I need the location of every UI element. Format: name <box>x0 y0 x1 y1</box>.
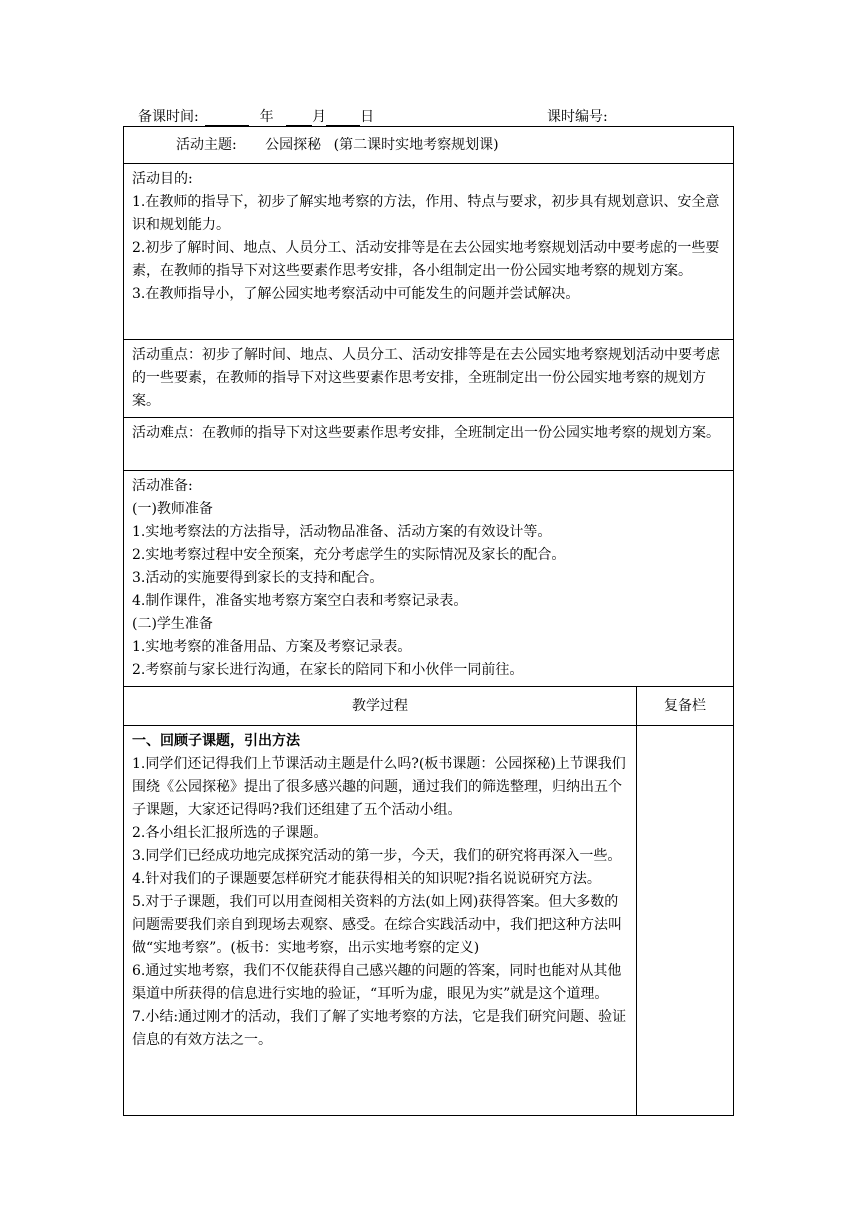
student-prep-item: 1.实地考察的准备用品、方案及考察记录表。 <box>132 639 412 655</box>
objectives-heading: 活动目的: <box>132 171 193 187</box>
process-item: 6.通过实地考察，我们不仅能获得自己感兴趣的问题的答案，同时也能对从其他渠道中所获得的信息进行实地的验证，“耳听为虚，眼见为实”就是这个道理。 <box>132 963 622 1002</box>
year-label: 年 <box>259 109 274 125</box>
preparation-heading: 活动准备: <box>132 478 193 494</box>
process-item: 2.各小组长汇报所选的子课题。 <box>132 825 328 841</box>
prep-time-label: 备课时间: <box>138 109 199 125</box>
process-item: 7.小结:通过刚才的活动，我们了解了实地考察的方法，它是我们研究问题、验证信息的有效方法之一。 <box>132 1009 627 1048</box>
theme-row <box>124 127 734 164</box>
theme-title: 公园探秘 <box>265 136 322 153</box>
theme-subtitle: (第二课时实地考察规划课) <box>333 136 499 153</box>
process-column-title: 教学过程 <box>124 687 637 726</box>
day-label: 日 <box>360 109 375 125</box>
process-item: 5.对于子课题，我们可以用查阅相关资料的方法(如上网)获得答案。但大多数的问题需要我们亲自到现场去观察、感受。在综合实践活动中，我们把这种方法叫做“实地考察”。(板书：实地考察，出示实地考察的定义) <box>132 894 622 956</box>
review-column-title: 复备栏 <box>637 687 734 726</box>
teacher-prep-item: 2.实地考察过程中安全预案，充分考虑学生的实际情况及家长的配合。 <box>132 547 566 563</box>
objective-item: 3.在教师指导小，了解公园实地考察活动中可能发生的问题并尝试解决。 <box>132 286 580 302</box>
objective-item: 1.在教师的指导下，初步了解实地考察的方法，作用、特点与要求，初步具有规划意识、安全意识和规划能力。 <box>132 194 720 233</box>
key-points-text: 活动重点：初步了解时间、地点、人员分工、活动安排等是在去公园实地考察规划活动中要考虑的一些要素，在教师的指导下对这些要素作思考安排，全班制定出一份公园实地考察的规划方案。 <box>132 347 720 409</box>
preparation-row <box>124 471 734 687</box>
objective-item: 2.初步了解时间、地点、人员分工、活动安排等是在去公园实地考察规划活动中要考虑的一些要素，在教师的指导下对这些要素作思考安排，各小组制定出一份公园实地考察的规划方案。 <box>132 240 720 279</box>
key-points-row <box>124 340 734 418</box>
teacher-prep-item: 3.活动的实施要得到家长的支持和配合。 <box>132 570 384 586</box>
objectives-row <box>124 164 734 340</box>
header-line <box>138 106 738 126</box>
difficulties-text: 活动难点：在教师的指导下对这些要素作思考安排，全班制定出一份公园实地考察的规划方案。 <box>132 425 720 441</box>
theme-label: 活动主题: <box>176 136 237 153</box>
teacher-prep-item: 1.实地考察法的方法指导，活动物品准备、活动方案的有效设计等。 <box>132 524 552 540</box>
process-item: 3.同学们已经成功地完成探究活动的第一步，今天，我们的研究将再深入一些。 <box>132 848 622 864</box>
year-blank <box>205 110 249 126</box>
lesson-number-label: 课时编号: <box>547 109 608 125</box>
teacher-prep-heading: (一)教师准备 <box>132 501 213 517</box>
process-item: 4.针对我们的子课题要怎样研究才能获得相关的知识呢?指名说说研究方法。 <box>132 871 601 887</box>
process-item: 1.同学们还记得我们上节课活动主题是什么吗?(板书课题：公园探秘)上节课我们围绕《公园探秘》提出了很多感兴趣的问题，通过我们的筛选整理，归纳出五个子课题，大家还记得吗?我们还组建了五个活动小组。 <box>132 756 626 818</box>
teacher-prep-item: 4.制作课件，准备实地考察方案空白表和考察记录表。 <box>132 593 468 609</box>
difficulties-row <box>124 418 734 471</box>
month-blank <box>286 110 312 126</box>
section-title: 一、回顾子课题，引出方法 <box>132 733 300 749</box>
review-notes-cell <box>637 726 734 1116</box>
lesson-plan-table <box>123 126 734 1116</box>
process-header-row <box>124 687 734 726</box>
student-prep-heading: (二)学生准备 <box>132 616 213 632</box>
day-blank <box>326 110 360 126</box>
process-content-row <box>124 726 734 1116</box>
month-label: 月 <box>312 109 327 125</box>
student-prep-item: 2.考察前与家长进行沟通，在家长的陪同下和小伙伴一同前往。 <box>132 662 524 678</box>
